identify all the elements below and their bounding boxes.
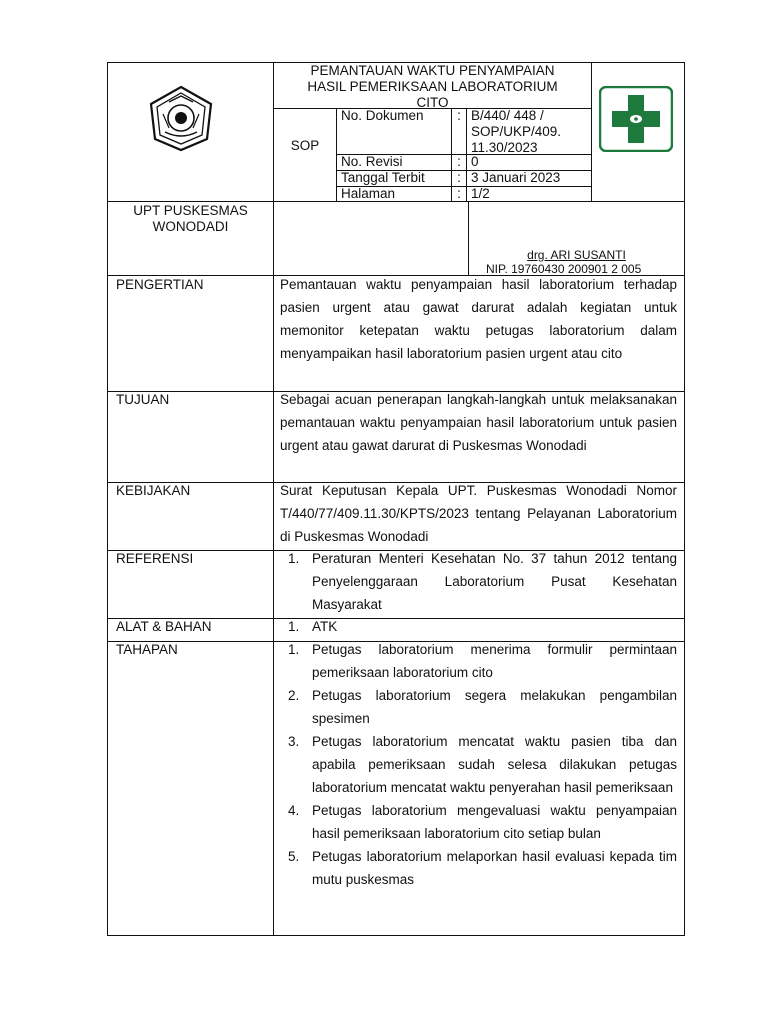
section-label-kebijakan: KEBIJAKAN <box>116 483 191 498</box>
meta-colon: : <box>457 154 461 169</box>
section-label-tahapan: TAHAPAN <box>116 642 178 657</box>
section-text-pengertian: Pemantauan waktu penyampaian hasil laboratorium terhadap pasien urgent atau gawat darurat adalah kegiatan untuk memonitor ketepatan waktu petugas laboratorium dalam menyampaikan hasil laboratorium pasien urgent atau cito <box>280 277 677 361</box>
section-label-tujuan: TUJUAN <box>116 392 170 407</box>
list-item: 2. Petugas laboratorium segera melakukan pengambilan spesimen <box>288 688 677 726</box>
meta-colon: : <box>457 170 461 185</box>
section-text-tujuan: Sebagai acuan penerapan langkah-langkah untuk melaksanakan pemantauan waktu penyampaian hasil laboratorium untuk pasien urgent atau gawat darurat di Puskesmas Wonodadi <box>280 392 677 453</box>
section-label-pengertian: PENGERTIAN <box>116 277 204 292</box>
signature-column-line <box>468 202 469 276</box>
meta-colon: : <box>457 108 461 123</box>
regency-emblem-icon <box>147 84 215 152</box>
list-item: 1. Petugas laboratorium menerima formulir permintaan pemeriksaan laboratorium cito <box>288 642 677 680</box>
meta-label-no-dokumen: No. Dokumen <box>341 108 424 123</box>
puskesmas-cross-logo-icon <box>599 86 673 152</box>
meta-value-halaman: 1/2 <box>471 186 490 201</box>
alat-bahan-list <box>280 615 677 638</box>
border-bottom <box>107 935 685 936</box>
border-left <box>107 62 108 936</box>
section-label-referensi: REFERENSI <box>116 551 194 566</box>
meta-value-tanggal-terbit: 3 Januari 2023 <box>471 170 561 185</box>
referensi-list <box>280 547 677 616</box>
colon-column-line-right <box>466 108 467 202</box>
section-label-alat-bahan: ALAT & BAHAN <box>116 619 212 634</box>
list-item: 4. Petugas laboratorium mengevaluasi waktu penyampaian hasil pemeriksaan laboratorium cito setiap bulan <box>288 803 677 841</box>
document-title: PEMANTAUAN WAKTU PENYAMPAIAN HASIL PEMERIKSAAN LABORATORIUM CITO <box>307 63 558 110</box>
logo-column-line <box>591 62 592 202</box>
sop-label: SOP <box>290 138 320 153</box>
list-item: 1. Peraturan Menteri Kesehatan No. 37 tahun 2012 tentang Penyelenggaraan Laboratorium Pusat Kesehatan Masyarakat <box>288 551 677 612</box>
meta-value-no-dokumen: B/440/ 448 / SOP/UKP/409. 11.30/2023 <box>471 108 562 155</box>
organization-name: UPT PUSKESMAS WONODADI <box>133 203 248 234</box>
section-text-kebijakan: Surat Keputusan Kepala UPT. Puskesmas Wonodadi Nomor T/440/77/409.11.30/KPTS/2023 tentang Pelayanan Laboratorium di Puskesmas Wonodadi <box>280 483 677 544</box>
sop-column-line <box>336 108 337 202</box>
tahapan-list <box>280 638 677 891</box>
meta-label-tanggal-terbit: Tanggal Terbit <box>341 170 425 185</box>
border-right <box>684 62 685 936</box>
header-divider <box>107 201 685 202</box>
list-item: 5. Petugas laboratorium melaporkan hasil evaluasi kepada tim mutu puskesmas <box>288 849 677 887</box>
meta-label-no-revisi: No. Revisi <box>341 154 403 169</box>
list-item: 1. ATK <box>288 619 338 634</box>
meta-value-no-revisi: 0 <box>471 154 479 169</box>
signer-nip: NIP. 19760430 200901 2 005 <box>486 262 642 276</box>
sop-document <box>107 62 685 936</box>
signer-name: drg. ARI SUSANTI <box>527 248 626 262</box>
meta-colon: : <box>457 186 461 201</box>
meta-label-halaman: Halaman <box>341 186 396 201</box>
column-divider <box>273 62 274 936</box>
list-item: 3. Petugas laboratorium mencatat waktu pasien tiba dan apabila pemeriksaan sudah selesa dilakukan petugas laboratorium mencatat waktu penyerahan hasil pemeriksaan <box>288 734 677 795</box>
